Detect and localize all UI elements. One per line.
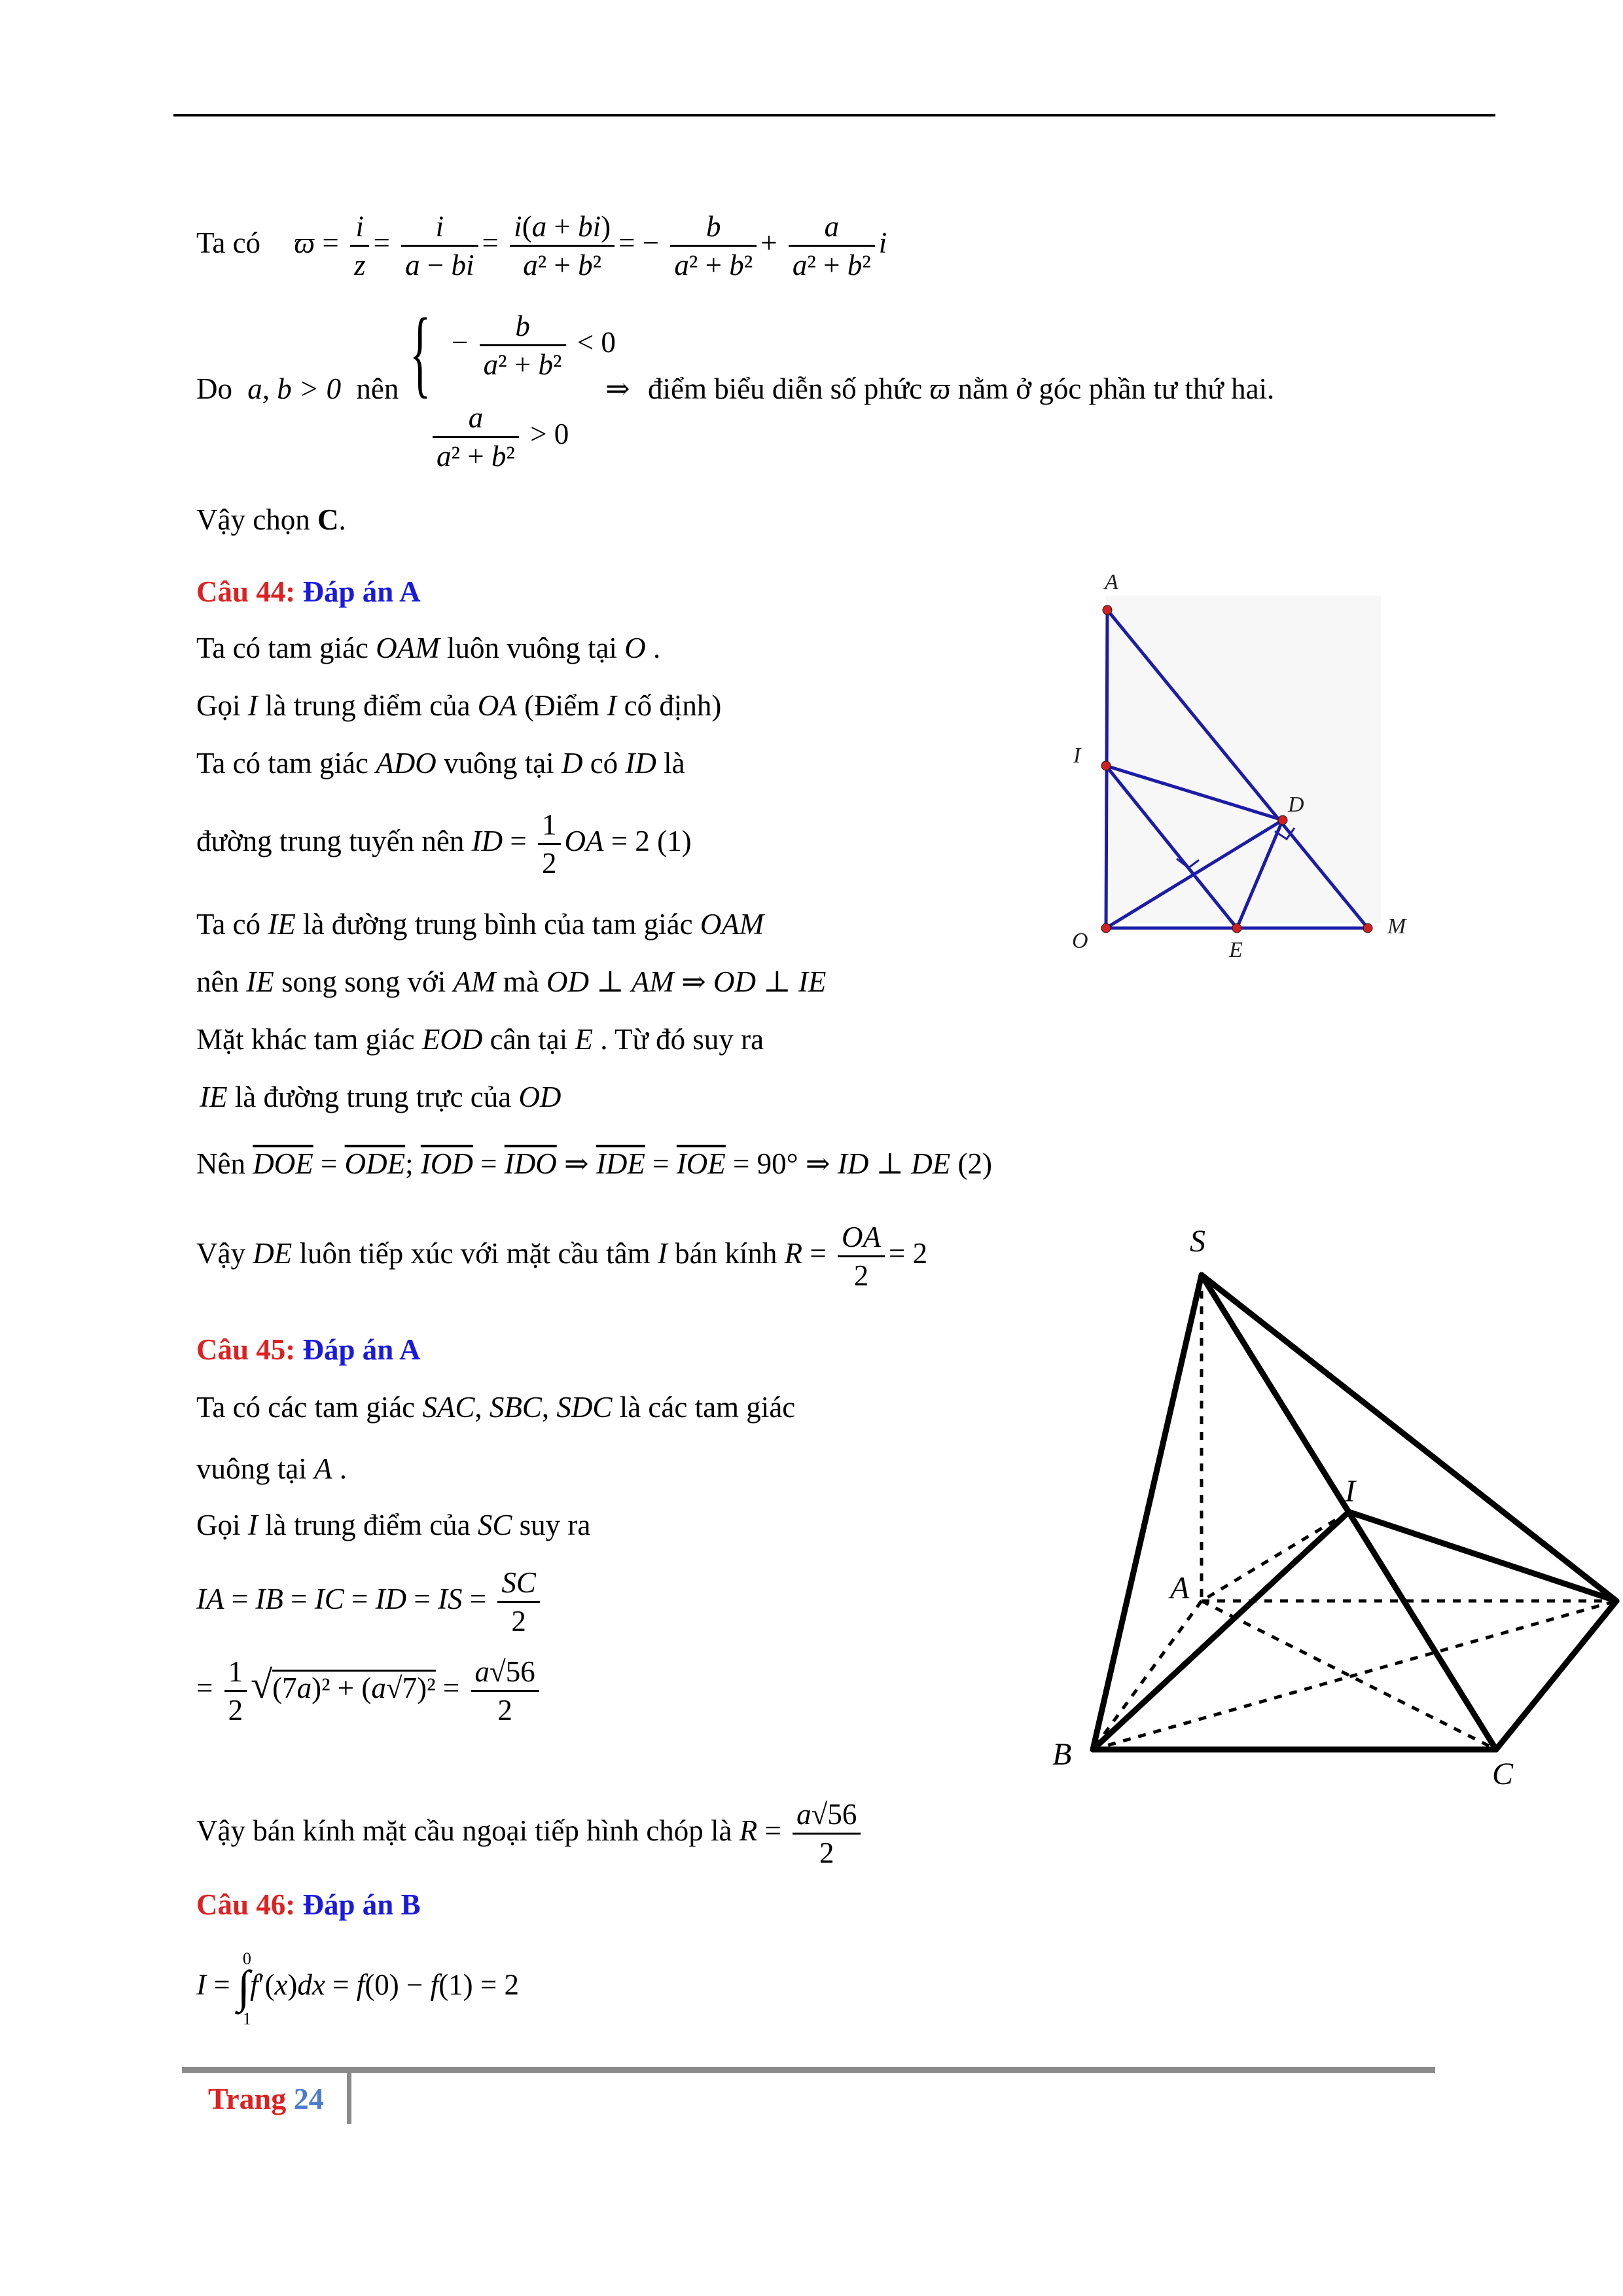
q44-figure-background bbox=[1106, 596, 1381, 923]
label-S: S bbox=[1190, 1224, 1205, 1259]
label-I2: I bbox=[1345, 1474, 1355, 1509]
q43-condition-line: Do a, b > 0 nên bbox=[196, 372, 399, 405]
page-number: Trang 24 bbox=[208, 2082, 324, 2115]
edge-SD bbox=[1202, 1275, 1616, 1601]
q43-expression-line: Ta có ϖ = $\frac{i}{z}$ = $\frac{i}{a - bi}$ = $\frac{i(a + bi)}{\text{a² + b²}}$ = − $\frac{b}{\text{a² + b²}}$ + $\frac{a}{\text{a² + b²}}$ i bbox=[196, 208, 887, 284]
label-E: E bbox=[1229, 938, 1243, 962]
frac-i-over-a-minus-bi: $\frac{i}{a - bi}$ bbox=[401, 208, 478, 284]
q44-line-9: Nên $\overline{DOE} = \overline{ODE}$; $\overline{IOD} = \overline{IDO}$ ⇒ $\overline{IDE} = \overline{IOE} = 90^\circ$ ⇒ ID ⊥ DE (2) bbox=[196, 1147, 992, 1180]
q44-line-1: Ta có tam giác OAM luôn vuông tại O . bbox=[196, 632, 661, 664]
q44-line-5: Ta có IE là đường trung bình của tam giác OAM bbox=[196, 908, 764, 941]
q45-figure bbox=[1047, 1211, 1623, 1800]
q45-line-6: Vậy bán kính mặt cầu ngoại tiếp hình chóp là R = $\frac{a√56}{2}$ bbox=[196, 1796, 865, 1872]
edge-IA bbox=[1202, 1512, 1349, 1601]
q46-heading: Câu 46: Đáp án B bbox=[196, 1888, 421, 1921]
point-E bbox=[1232, 924, 1241, 933]
q46-integral: I = ∫ 0 1 f′(x)dx = f(0) − f(1) = 2 bbox=[196, 1949, 520, 2028]
q44-figure bbox=[1060, 569, 1406, 975]
q44-line-2: Gọi I là trung điểm của OA (Điểm I cố định) bbox=[196, 689, 722, 722]
frac-expanded: $\frac{i(a + bi)}{\text{a² + b²}}$ bbox=[510, 208, 615, 284]
footer-divider bbox=[347, 2072, 351, 2124]
q45-line-4: IA = IB = IC = ID = IS = $\frac{SC}{2}$ bbox=[196, 1564, 544, 1640]
system-row-1: − $\frac{b}{\text{a² + b²}}$ < 0 bbox=[452, 308, 616, 384]
q44-line-6: nên IE song song với AM mà OD ⊥ AM ⇒ OD ⊥ IE bbox=[196, 965, 827, 998]
q45-line-3: Gọi I là trung điểm của SC suy ra bbox=[196, 1509, 591, 1541]
q43-lead: Ta có bbox=[196, 226, 261, 260]
point-M bbox=[1363, 924, 1372, 933]
label-I: I bbox=[1073, 744, 1081, 768]
q44-line-3: Ta có tam giác ADO vuông tại D có ID là bbox=[196, 747, 685, 780]
edge-ID bbox=[1349, 1512, 1616, 1601]
point-I bbox=[1101, 761, 1111, 770]
q45-line-5: = $\frac{1}{2}$ √(7a)² + (a√7)² = $\frac{a√56}{2}$ bbox=[196, 1653, 543, 1729]
label-O: O bbox=[1072, 929, 1088, 953]
q45-heading: Câu 45: Đáp án A bbox=[196, 1333, 421, 1366]
q43-final: Vậy chọn C. bbox=[196, 503, 346, 536]
label-M: M bbox=[1387, 914, 1406, 939]
label-B: B bbox=[1052, 1737, 1072, 1772]
label-A2: A bbox=[1170, 1571, 1190, 1605]
q43-conclusion: ⇒ điểm biểu diễn số phức ϖ nằm ở góc phần tư thứ hai. bbox=[605, 372, 1275, 405]
edge-CD bbox=[1496, 1601, 1616, 1749]
frac-imag-part: $\frac{a}{\text{a² + b²}}$ bbox=[789, 208, 875, 284]
footer-rule bbox=[182, 2067, 1435, 2073]
system-brace: { bbox=[409, 298, 431, 407]
point-O bbox=[1101, 924, 1111, 933]
label-A: A bbox=[1105, 570, 1118, 594]
q45-line-2: vuông tại A . bbox=[196, 1452, 347, 1485]
label-D: D bbox=[1288, 793, 1304, 817]
label-C: C bbox=[1492, 1757, 1514, 1791]
point-A bbox=[1103, 605, 1112, 615]
system-row-2: $\frac{a}{\text{a² + b²}}$ > 0 bbox=[429, 399, 569, 475]
q44-line-8: IE là đường trung trực của OD bbox=[200, 1081, 562, 1113]
q44-line-10: Vậy DE luôn tiếp xúc với mặt cầu tâm I bán kính R = $\frac{OA}{2}$ = 2 bbox=[196, 1219, 927, 1295]
header-rule bbox=[173, 114, 1495, 117]
frac-real-part: $\frac{b}{\text{a² + b²}}$ bbox=[670, 208, 757, 284]
q44-heading: Câu 44: Đáp án A bbox=[196, 575, 421, 608]
edge-SB bbox=[1093, 1275, 1202, 1749]
q44-line-7: Mặt khác tam giác EOD cân tại E . Từ đó suy ra bbox=[196, 1023, 764, 1056]
point-D bbox=[1278, 816, 1287, 825]
q44-line-4: đường trung tuyến nên ID = $\frac{1}{2}$ OA = 2 (1) bbox=[196, 806, 692, 882]
frac-i-over-z: $\frac{i}{z}$ bbox=[350, 208, 370, 284]
q45-line-1: Ta có các tam giác SAC, SBC, SDC là các tam giác bbox=[196, 1391, 796, 1424]
